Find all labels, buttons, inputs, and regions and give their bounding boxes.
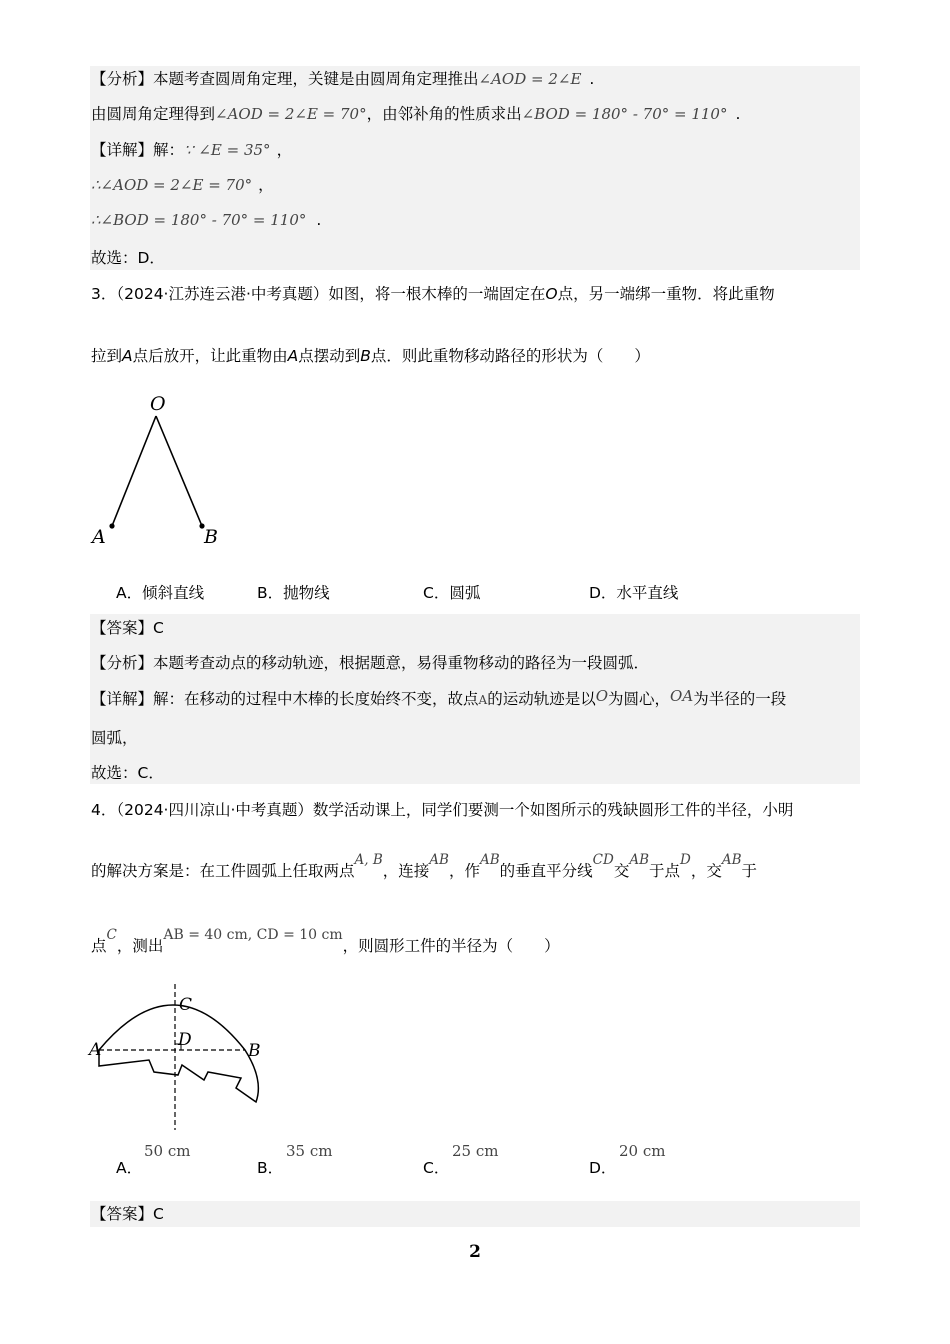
detail-end: ，	[276, 141, 293, 159]
detail-text: 解：	[153, 141, 185, 159]
q3-point-a-dot	[109, 523, 114, 528]
q3-detail-d: 为半径的一段	[693, 690, 787, 708]
q3-point-a: A	[122, 347, 133, 365]
q4-stem-line-3	[91, 927, 560, 959]
q4-answer-label: 【答案】	[91, 1205, 154, 1223]
q4-stem-line-2	[91, 852, 758, 884]
q3-point-b: B	[360, 347, 371, 365]
q3-label-o: O	[150, 393, 166, 415]
q4-option-c-value: 25 cm	[452, 1142, 499, 1160]
q3-label-b: B	[204, 526, 218, 548]
detail-line	[91, 139, 292, 163]
q4-text-e: 交	[613, 862, 630, 880]
q3-detail-m2: O	[595, 687, 609, 705]
q3-pendulum-figure	[86, 388, 226, 553]
q4-label-a: A	[89, 1040, 102, 1060]
q3-answer: C	[153, 619, 164, 637]
q4-math-ab-3: AB	[629, 852, 650, 868]
q3-analysis-label: 【分析】	[91, 654, 154, 672]
q4-label-d: D	[178, 1030, 192, 1050]
detail-label: 【详解】	[91, 141, 154, 159]
q3-option-b: B．抛物线	[257, 584, 330, 602]
step-1-line	[91, 174, 274, 198]
q4-broken-shape	[99, 1005, 258, 1102]
q3-detail-b: 的运动轨迹是以	[487, 690, 596, 708]
analysis-math: ∠AOD = 2∠E	[478, 70, 582, 88]
q4-label-b: B	[248, 1041, 261, 1061]
line2-math-1: ∠AOD = 2∠E = 70°	[215, 105, 367, 123]
line2-end: .	[735, 105, 741, 123]
step-2-line	[91, 209, 321, 233]
q4-option-a-value: 50 cm	[144, 1142, 191, 1160]
choice-line	[91, 247, 165, 271]
q4-text-c: ，作	[448, 862, 480, 880]
q3-detail-m3: OA	[670, 687, 694, 705]
q3-text-a: 3．（2024·江苏连云港·中考真题）如图，将一根木棒的一端固定在	[91, 285, 546, 303]
q3-detail-c: 为圆心，	[608, 690, 671, 708]
q4-math-measure: AB = 40 cm, CD = 10 cm	[163, 927, 343, 943]
q4-text-h: 于	[741, 862, 758, 880]
q3-rod-ob	[156, 416, 202, 526]
step-1-math: ∴∠AOD = 2∠E = 70°	[91, 176, 253, 194]
q3-text-d: 点后放开，让此重物由	[132, 347, 288, 365]
q3-detail-a: 解：在移动的过程中木棒的长度始终不变，故点	[153, 690, 479, 708]
q4-math-arc-ab: AB	[721, 852, 742, 868]
q4-math-c: C	[106, 927, 117, 943]
q4-option-b-value: 35 cm	[286, 1142, 333, 1160]
q4-text-a: 的解决方案是：在工件圆弧上任取两点	[91, 862, 355, 880]
q4-option-b-letter: B．	[257, 1159, 284, 1177]
step-2-math: ∴∠BOD = 180° - 70° = 110°	[91, 211, 307, 229]
q3-detail-continued	[91, 727, 138, 751]
analysis-line-2	[91, 103, 740, 127]
q3-detail-cont: 圆弧，	[91, 729, 138, 747]
q3-stem-line-2	[91, 345, 650, 369]
solution-block-q4	[90, 1201, 860, 1227]
q4-stem-line-1	[91, 799, 793, 823]
q3-point-o: O	[545, 285, 558, 303]
q4-math-cd: CD	[592, 852, 614, 868]
q4-option-c-letter: C．	[423, 1159, 450, 1177]
q3-answer-line	[91, 617, 164, 641]
solution-block-q2	[90, 66, 860, 270]
detail-math: ∵ ∠E = 35°	[184, 141, 271, 159]
q3-option-d: D．水平直线	[589, 584, 679, 602]
q3-choice: 故选：C．	[91, 764, 164, 782]
q4-answer-line	[91, 1203, 164, 1227]
q3-analysis-text: 本题考查动点的移动轨迹，根据题意，易得重物移动的路径为一段圆弧．	[153, 654, 650, 672]
q3-answer-label: 【答案】	[91, 619, 154, 637]
q3-point-a-2: A	[287, 347, 299, 365]
q4-option-d-letter: D．	[589, 1159, 617, 1177]
q4-math-ab-2: AB	[479, 852, 500, 868]
q4-option-d-value: 20 cm	[619, 1142, 666, 1160]
q4-text-i: 点	[91, 937, 107, 955]
q3-detail-line	[91, 688, 786, 712]
q4-label-c: C	[179, 995, 193, 1015]
choice-text: 故选：D．	[91, 249, 165, 267]
analysis-label: 【分析】	[91, 70, 154, 88]
analysis-text: 本题考查圆周角定理，关键是由圆周角定理推出	[153, 70, 479, 88]
q4-math-ab-points: A, B	[354, 852, 383, 868]
q4-text-b: ，连接	[382, 862, 430, 880]
q4-text-j: ，测出	[116, 937, 164, 955]
q4-math-d: D	[680, 852, 691, 868]
q4-text-k: ，则圆形工件的半径为（ ）	[342, 937, 560, 955]
q3-detail-label: 【详解】	[91, 690, 154, 708]
q4-math-ab-1: AB	[429, 852, 449, 868]
q3-choice-line	[91, 762, 164, 786]
q3-text-f: 点．则此重物移动路径的形状为（ ）	[370, 347, 650, 365]
q3-text-e: 点摆动到	[298, 347, 361, 365]
q4-answer: C	[153, 1205, 164, 1223]
q4-text-f: 于点	[649, 862, 681, 880]
q3-text-b: 点，另一端绑一重物．将此重物	[557, 285, 775, 303]
q4-option-a-letter: A．	[116, 1159, 143, 1177]
q3-stem-line-1	[91, 283, 775, 307]
line2-text-a: 由圆周角定理得到	[91, 105, 216, 123]
q4-text-g: ，交	[690, 862, 722, 880]
q4-text-line-1: 4．（2024·四川凉山·中考真题）数学活动课上，同学们要测一个如图所示的残缺圆形工件的半径，小明	[91, 801, 794, 819]
q3-option-c: C．圆弧	[423, 584, 481, 602]
line2-text-b: ，由邻补角的性质求出	[366, 105, 522, 123]
step-1-end: ，	[258, 176, 274, 194]
line2-math-2: ∠BOD = 180° - 70° = 110°	[521, 105, 728, 123]
analysis-end: .	[589, 70, 595, 88]
q4-workpiece-figure	[86, 980, 276, 1135]
analysis-line	[91, 68, 594, 92]
q3-option-a: A．倾斜直线	[116, 584, 205, 602]
q3-label-a: A	[92, 526, 106, 548]
step-2-end: .	[316, 211, 322, 229]
q3-text-c: 拉到	[91, 347, 123, 365]
q3-rod-oa	[112, 416, 156, 526]
page-number: 2	[469, 1242, 481, 1262]
q3-detail-m1: A	[478, 693, 488, 707]
q4-text-d: 的垂直平分线	[499, 862, 593, 880]
q3-analysis-line	[91, 652, 649, 676]
